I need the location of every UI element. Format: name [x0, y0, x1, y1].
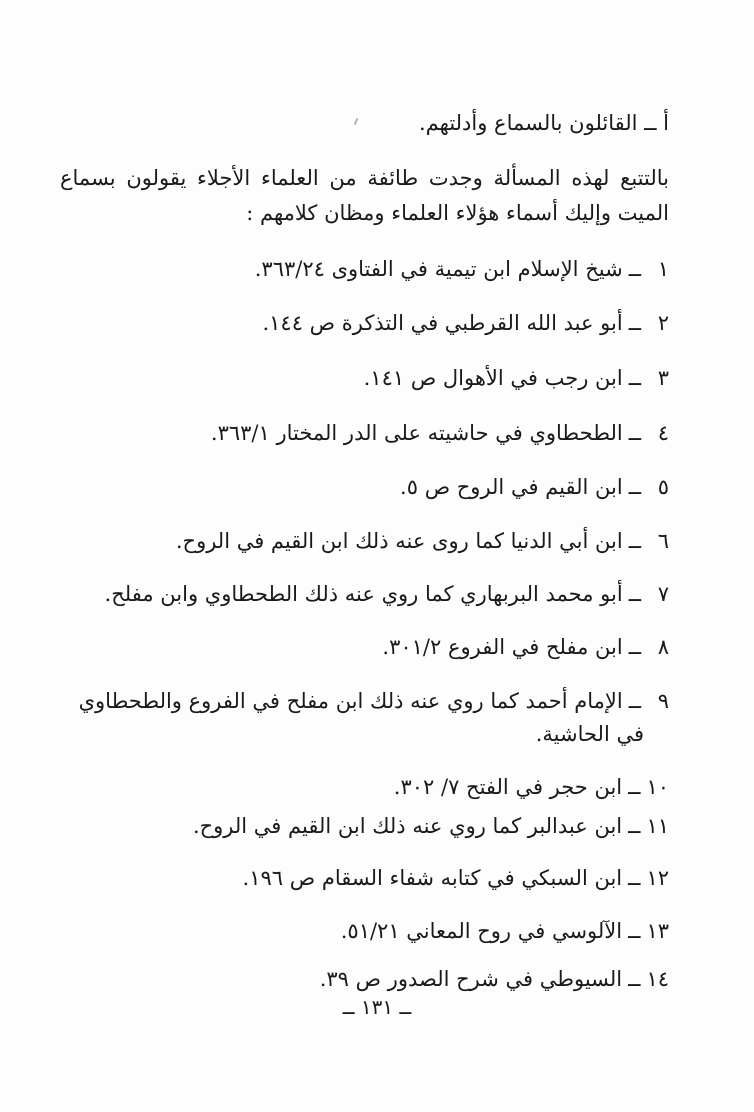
item-number: ٤ — [657, 421, 669, 445]
item-text: الإمام أحمد كما روي عنه ذلك ابن مفلح في الفروع والطحطاوي — [78, 689, 623, 713]
item-dash: ــ — [628, 311, 641, 335]
item-text: الطحطاوي في حاشيته على الدر المختار ٣٦٣/١. — [210, 421, 623, 445]
item-number: ١ — [657, 257, 669, 281]
item-text: ابن السبكي في كتابه شفاء السقام ص ١٩٦. — [242, 866, 623, 890]
item-text: ابن مفلح في الفروع ٣٠١/٢. — [382, 635, 623, 659]
item-text: السيوطي في شرح الصدور ص ٣٩. — [319, 967, 623, 991]
item-text: ابن رجب في الأهوال ص ١٤١. — [363, 366, 623, 390]
scan-speck — [354, 118, 359, 125]
intro-line-1: بالتتبع لهذه المسألة وجدت طائفة من العلماء الأجلاء يقولون بسماع — [60, 166, 669, 190]
list-item — [193, 811, 669, 841]
item-dash: ــ — [628, 475, 641, 499]
list-item — [262, 308, 669, 338]
list-item — [400, 472, 669, 502]
item-dash: ــ — [628, 366, 641, 390]
page-number: ــ ١٣١ ــ — [342, 995, 412, 1019]
item-number: ١١ — [646, 814, 669, 838]
list-item — [176, 526, 669, 556]
item-dash: ــ — [628, 814, 641, 838]
item-text: أبو محمد البربهاري كما روي عنه ذلك الطحطاوي وابن مفلح. — [104, 582, 623, 606]
item-number: ١٤ — [646, 967, 669, 991]
item-number: ٢ — [657, 311, 669, 335]
item-dash: ــ — [628, 529, 641, 553]
item-text: شيخ الإسلام ابن تيمية في الفتاوى ٣٦٣/٢٤. — [254, 257, 623, 281]
item-number: ١٠ — [646, 775, 669, 799]
item-number: ٥ — [657, 475, 669, 499]
item-dash: ــ — [628, 421, 641, 445]
item-text: ابن عبدالبر كما روي عنه ذلك ابن القيم في الروح. — [192, 814, 623, 838]
list-item — [341, 916, 669, 946]
item-text: أبو عبد الله القرطبي في التذكرة ص ١٤٤. — [262, 311, 623, 335]
list-item — [105, 579, 669, 609]
item-dash: ــ — [628, 866, 641, 890]
item-number: ٣ — [657, 366, 669, 390]
list-item — [243, 863, 669, 893]
section-heading: أ ــ القائلون بالسماع وأدلتهم. — [418, 111, 669, 135]
list-item — [364, 363, 669, 393]
item-text: الآلوسي في روح المعاني ٥١/٢١. — [340, 919, 623, 943]
item-text: ابن حجر في الفتح ٧/ ٣٠٢. — [393, 775, 623, 799]
item-dash: ــ — [628, 775, 641, 799]
item-number: ١٢ — [646, 866, 669, 890]
list-item — [394, 772, 669, 802]
list-item — [382, 632, 669, 662]
item-number: ٦ — [657, 529, 669, 553]
list-item-continuation: في الحاشية. — [535, 722, 644, 746]
item-dash: ــ — [628, 967, 641, 991]
item-number: ١٣ — [646, 919, 669, 943]
list-item — [211, 418, 669, 448]
item-dash: ــ — [628, 919, 641, 943]
item-dash: ــ — [628, 635, 641, 659]
intro-line-2: الميت وإليك أسماء هؤلاء العلماء ومظان كلامهم : — [246, 201, 669, 225]
item-number: ٩ — [657, 689, 669, 713]
item-dash: ــ — [628, 689, 641, 713]
item-text: ابن أبي الدنيا كما روى عنه ذلك ابن القيم في الروح. — [175, 529, 623, 553]
list-item — [255, 254, 669, 284]
list-item — [320, 964, 669, 994]
list-item — [79, 686, 669, 716]
item-number: ٧ — [657, 582, 669, 606]
item-dash: ــ — [628, 582, 641, 606]
item-number: ٨ — [657, 635, 669, 659]
item-dash: ــ — [628, 257, 641, 281]
item-text: ابن القيم في الروح ص ٥. — [400, 475, 623, 499]
